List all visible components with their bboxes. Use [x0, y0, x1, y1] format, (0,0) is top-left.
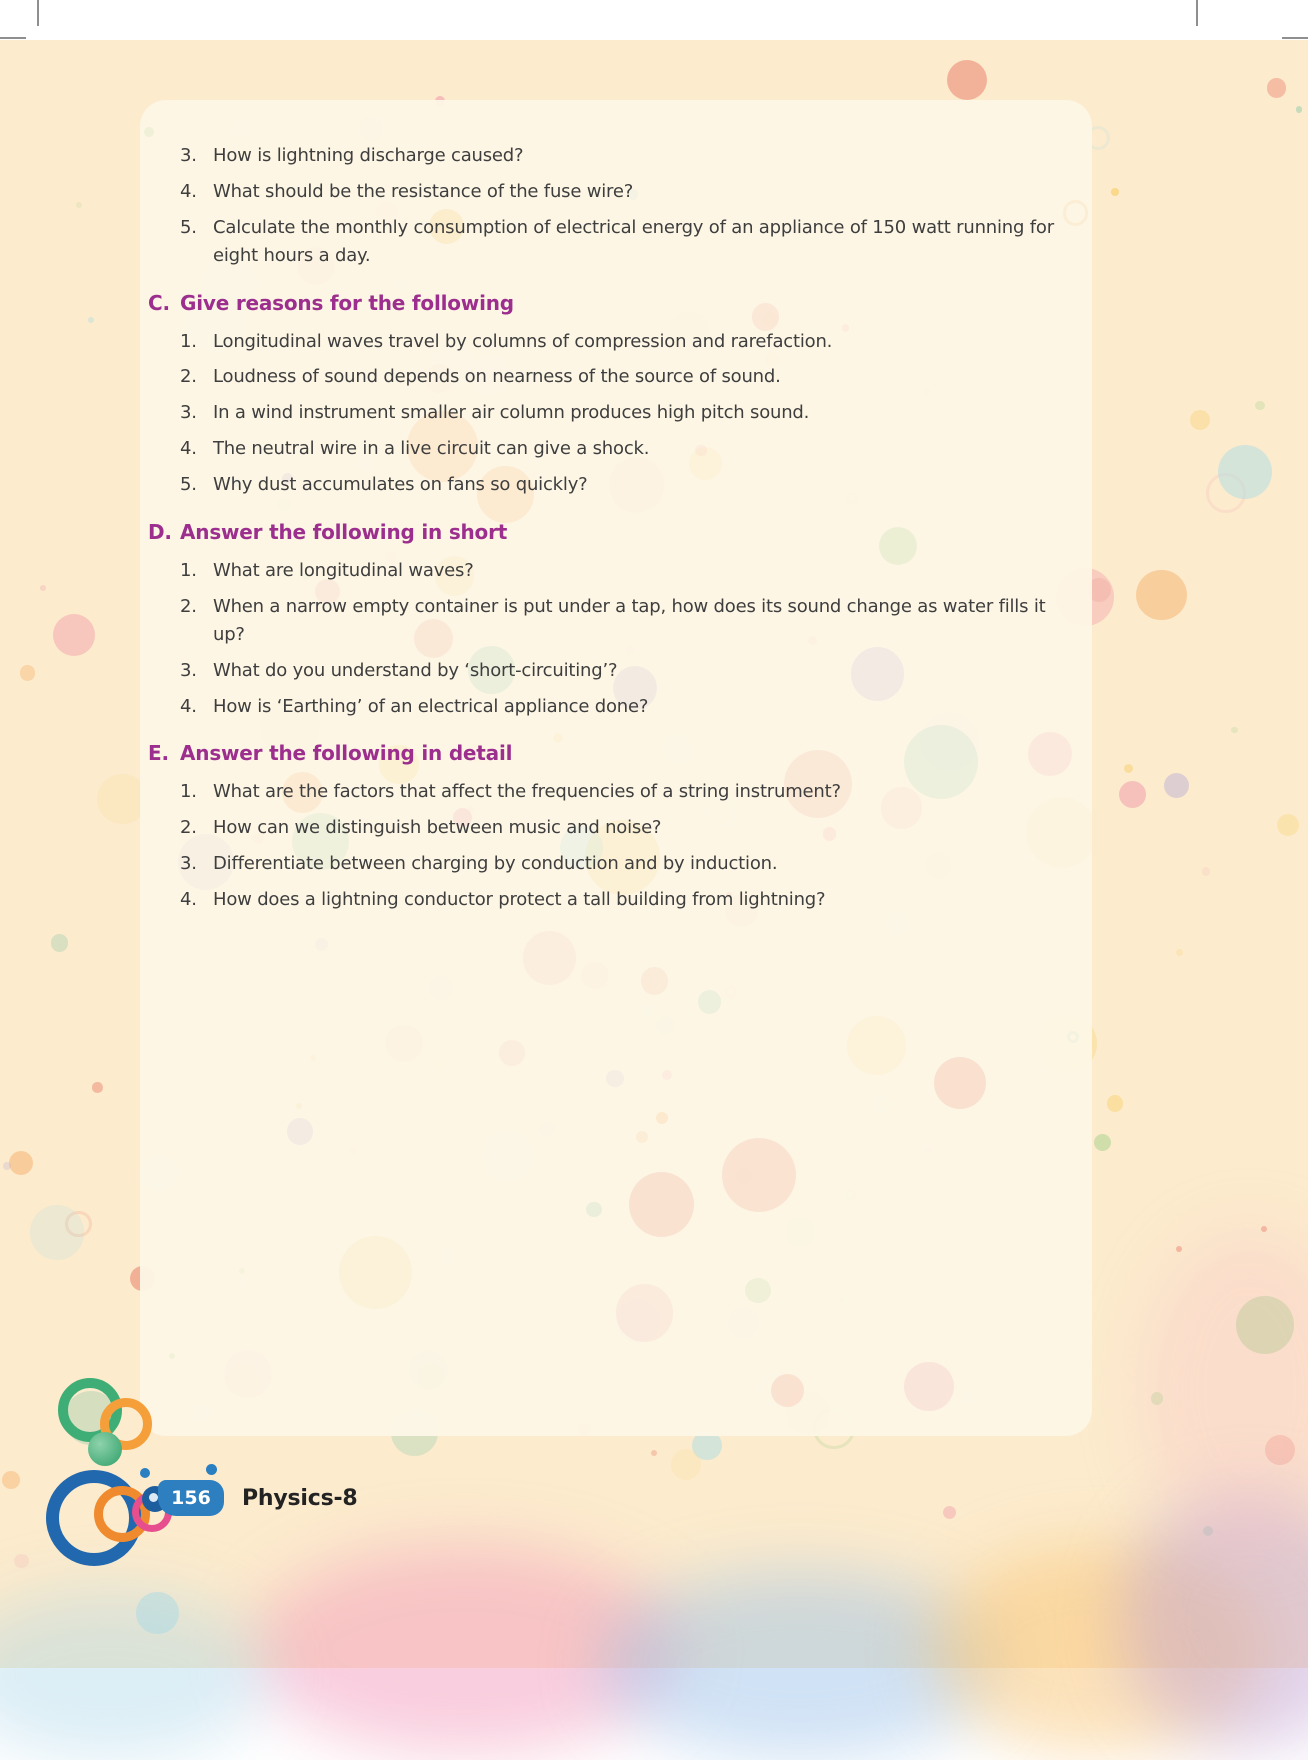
section-heading — [148, 741, 1074, 765]
decorative-dot — [934, 1057, 986, 1109]
question-text: How can we distinguish between music and noise? — [213, 817, 662, 839]
question-text: Differentiate between charging by conduction and by induction. — [213, 853, 778, 875]
question-text: How is ‘Earthing’ of an electrical appliance done? — [213, 695, 649, 717]
question-item — [180, 814, 1074, 842]
green-circle-icon — [88, 1432, 122, 1466]
crop-mark — [1196, 0, 1198, 26]
question-item — [180, 593, 1074, 649]
question-item — [180, 178, 1074, 206]
decorative-dot — [636, 1131, 648, 1143]
section-heading — [148, 291, 1074, 315]
decorative-dot — [904, 1362, 953, 1411]
question-number: 4. — [180, 889, 197, 911]
decorative-dot — [296, 1103, 302, 1109]
question-text: What are longitudinal waves? — [213, 560, 474, 582]
question-text: When a narrow empty container is put under a tap, how does its sound change as water fills it up? — [213, 595, 1046, 645]
sections — [148, 291, 1074, 914]
question-number: 4. — [180, 438, 197, 460]
intro-question-list — [180, 142, 1074, 270]
decorative-dot — [523, 931, 576, 984]
section-question-list — [180, 557, 1074, 720]
question-text: How does a lightning conductor protect a tall building from lightning? — [213, 889, 826, 911]
question-number: 4. — [180, 695, 197, 717]
question-number: 2. — [180, 817, 197, 839]
crop-mark — [37, 0, 39, 26]
question-section — [148, 291, 1074, 499]
question-text: What do you understand by ‘short-circuiting’? — [213, 659, 618, 681]
question-text: How is lightning discharge caused? — [213, 145, 524, 166]
decorative-dot — [239, 1268, 245, 1274]
question-number: 2. — [180, 595, 197, 617]
section-letter: D. — [148, 520, 172, 545]
decorative-dot — [606, 1070, 623, 1087]
question-item — [180, 850, 1074, 878]
decorative-dot — [662, 1070, 672, 1080]
question-section — [148, 520, 1074, 720]
decorative-dot — [499, 1040, 525, 1066]
question-number: 3. — [180, 659, 197, 681]
crop-mark — [1282, 37, 1308, 39]
decorative-dot — [169, 1353, 175, 1359]
decorative-dot — [629, 1172, 694, 1237]
question-text: In a wind instrument smaller air column produces high pitch sound. — [213, 402, 810, 424]
decorative-dot — [847, 1016, 906, 1075]
question-number: 5. — [180, 474, 197, 496]
decorative-dot — [287, 1118, 314, 1145]
question-item — [180, 142, 1074, 170]
decorative-dot — [745, 1278, 771, 1304]
decorative-dot — [698, 990, 721, 1013]
book-title: Physics-8 — [242, 1485, 358, 1511]
question-item — [180, 657, 1074, 685]
section-question-list — [180, 328, 1074, 499]
crop-mark — [0, 37, 26, 39]
question-number: 1. — [180, 560, 197, 582]
section-letter: C. — [148, 290, 170, 315]
decorative-dot — [656, 1112, 668, 1124]
question-text: Loudness of sound depends on nearness of the source of sound. — [213, 366, 781, 388]
decorative-dot — [310, 1055, 316, 1061]
decorative-dot — [339, 1236, 412, 1309]
question-number: 3. — [180, 402, 197, 424]
question-item — [180, 693, 1074, 721]
mascot-eye-icon — [149, 1493, 158, 1502]
exercise-content — [140, 100, 1092, 914]
question-item — [180, 778, 1074, 806]
decorative-rings — [40, 1372, 230, 1572]
page-footer — [142, 1476, 358, 1520]
question-item — [180, 399, 1074, 427]
question-item — [180, 435, 1074, 463]
question-number: 3. — [180, 853, 197, 875]
page-number-badge — [142, 1476, 228, 1520]
section-title: Answer the following in short — [180, 520, 508, 545]
question-text: What are the factors that affect the frequencies of a string instrument? — [213, 781, 841, 803]
section-question-list — [180, 778, 1074, 914]
question-item — [180, 886, 1074, 914]
page-number: 156 — [158, 1480, 224, 1516]
question-number: 4. — [180, 180, 197, 202]
question-number: 1. — [180, 781, 197, 803]
question-number: 3. — [180, 145, 197, 166]
question-text: What should be the resistance of the fuse wire? — [213, 180, 634, 202]
section-letter: E. — [148, 741, 169, 766]
question-number: 2. — [180, 366, 197, 388]
decorative-dot — [641, 967, 668, 994]
section-title: Answer the following in detail — [180, 741, 513, 766]
question-item — [180, 557, 1074, 585]
decorative-dot — [315, 938, 328, 951]
question-text: Calculate the monthly consumption of electrical energy of an appliance of 150 watt running for eight hours a day. — [213, 216, 1054, 266]
question-text: Why dust accumulates on fans so quickly? — [213, 474, 588, 496]
question-item — [180, 363, 1074, 391]
content-card — [140, 100, 1092, 1436]
question-item — [180, 214, 1074, 270]
decorative-dot — [586, 1202, 601, 1217]
question-section — [148, 741, 1074, 914]
section-title: Give reasons for the following — [180, 290, 514, 315]
question-number: 5. — [180, 216, 197, 238]
question-text: Longitudinal waves travel by columns of compression and rarefaction. — [213, 330, 833, 352]
question-item — [180, 328, 1074, 356]
section-heading — [148, 520, 1074, 544]
decorative-dot — [1067, 1031, 1079, 1043]
decorative-dot — [771, 1374, 804, 1407]
decorative-dot — [616, 1284, 673, 1341]
question-number: 1. — [180, 330, 197, 352]
decorative-dot — [722, 1138, 796, 1212]
bubble-icon — [206, 1464, 217, 1475]
question-text: The neutral wire in a live circuit can give a shock. — [213, 438, 650, 460]
question-item — [180, 471, 1074, 499]
